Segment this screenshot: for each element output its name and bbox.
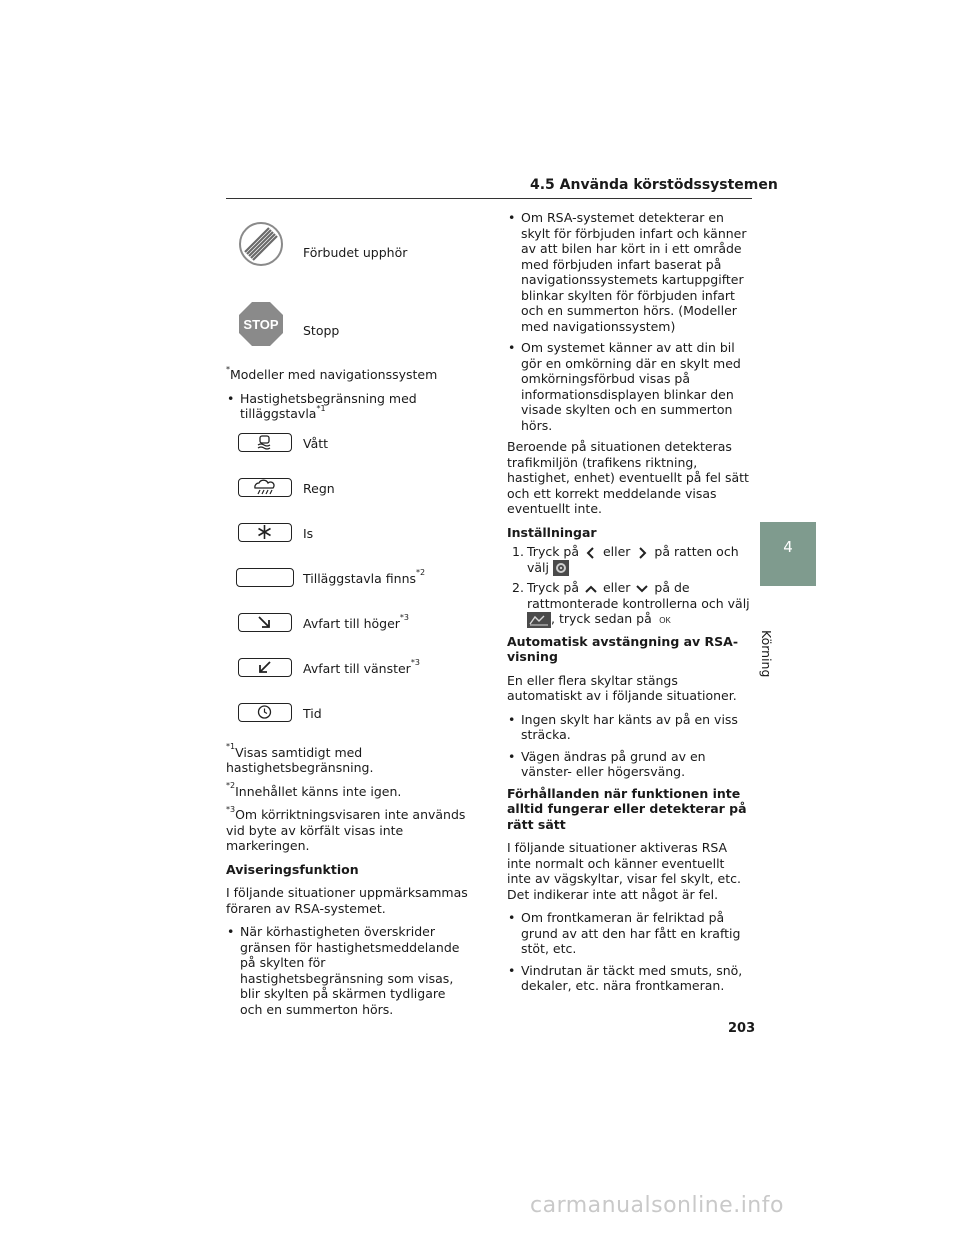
bullet-overtake: • Om systemet känner av att din bil gör en omkörning där en skylt med omkörningsförbud visas på informationsdisplayen blinkar den visade skylten och en summerton hörs. [507,340,752,433]
chevron-left-icon [583,546,599,560]
arrow-down-right-tag-icon [238,613,292,632]
tag-row-time [226,698,471,743]
sign-row-stop [226,293,471,371]
footnote-3: $^{*3}$Om körriktningsvisaren inte används vid byte av körfält visas inte markeringen. [226,804,466,853]
blank-tag-icon [236,568,294,587]
arrow-down-left-tag-icon [238,658,292,677]
stop-sign-icon [238,301,284,347]
tag-label: Vått [303,435,329,451]
footnote-1: $^{*1}$Visas samtidigt med hastighetsbegränsning. [226,742,374,775]
tag-row-exit-left [226,653,471,698]
conditions-intro: I följande situationer aktiveras RSA inte normalt och känner eventuellt inte av vägskyltar, visar fel skylt, etc. Det indikerar inte att något är fel. [507,840,741,902]
rsa-function-icon [527,612,551,628]
stop-label: Stopp [303,323,340,338]
step-2: 2. Tryck på eller på de rattmonterade kontrollerna och välj , tryck sedan på OK [512,580,750,626]
bullet-camera: • Om frontkameran är felriktad på grund av att den har fått en kraftig stöt, etc. [507,910,752,957]
chapter-label: Körning [759,630,774,678]
snowflake-tag-icon [238,523,292,542]
nav-note: *Modeller med navigationssystem [226,364,438,382]
tag-row-wet [226,428,471,473]
header-divider [226,198,752,199]
aviseringsfunktion-intro: I följande situationer uppmärksammas föraren av RSA-systemet. [226,885,468,916]
section-title: 4.5 Använda körstödssystemen [530,177,778,193]
tag-row-additional [226,563,471,608]
stop-sign-text: STOP [243,317,279,332]
end-of-restriction-sign-icon [238,221,284,267]
auto-off-intro: En eller flera skyltar stängs automatiskt av i följande situationer. [507,672,737,703]
ok-button-icon [656,614,674,626]
settings-gear-icon [553,560,569,576]
ok-text: OK [658,615,671,625]
tag-label: Tid [303,705,322,721]
step-1: 1. Tryck på eller på ratten och välj [512,544,739,575]
heading-conditions: Förhållanden när funktionen inte alltid fungerar eller detekterar på rätt sätt [507,785,747,832]
bullet-no-sign: • Ingen skylt har känts av på en viss sträcka. [507,712,752,743]
chevron-up-icon [583,582,599,596]
detect-environment-text: Beroende på situationen detekteras trafikmiljön (trafikens riktning, hastighet, enhet) eventuellt på fel sätt och ett korrekt meddelande visas eventuellt inte. [507,439,749,516]
bullet-windshield: • Vindrutan är täckt med smuts, snö, dekaler, etc. nära frontkameran. [507,963,752,994]
watermark: carmanualsonline.info [530,1193,784,1218]
chapter-number: 4 [783,538,793,556]
tag-label: Is [303,525,314,541]
tag-label: Tilläggstavla finns$^{*2}$ [303,568,426,586]
tag-row-exit-right [226,608,471,653]
footnote-2: $^{*2}$Innehållet känns inte igen. [226,781,402,799]
tag-label: Regn [303,480,335,496]
bullet-turn: • Vägen ändras på grund av en vänster- eller högersväng. [507,749,752,780]
sign-row-end-restriction [226,215,471,293]
right-column [507,210,752,1000]
heading-settings: Inställningar [507,524,597,540]
heading-aviseringsfunktion: Aviseringsfunktion [226,861,359,877]
wet-tag-icon [238,433,292,452]
page-number: 203 [728,1021,756,1036]
tag-row-ice [226,518,471,563]
bullet-speed-limit: • Hastighetsbegränsning med tilläggstavla$^{*1}$ [226,391,471,422]
tag-label: Avfart till höger$^{*3}$ [303,613,410,631]
chevron-down-icon [634,582,650,596]
end-of-restriction-label: Förbudet upphör [303,245,408,260]
tag-row-rain [226,473,471,518]
rain-tag-icon [238,478,292,497]
chevron-right-icon [634,546,650,560]
heading-auto-off: Automatisk avstängning av RSA-visning [507,633,739,664]
clock-tag-icon [238,703,292,722]
bullet-overspeed: • När körhastigheten överskrider gränsen för hastighetsmeddelande på skylten för hastighetsbegränsning som visas, blir skylten på skärmen tydligare och en summerton hörs. [226,924,471,1017]
tag-label: Avfart till vänster$^{*3}$ [303,658,420,676]
left-column [226,215,471,1023]
bullet-no-entry: • Om RSA-systemet detekterar en skylt för förbjuden infart och känner av att bilen har kört in i ett område med förbjuden infart baserat på navigationssystemets kartuppgifter blinkar skylten för förbjuden infart och en summerton hörs. (Modeller med navigationssystem) [507,210,752,334]
